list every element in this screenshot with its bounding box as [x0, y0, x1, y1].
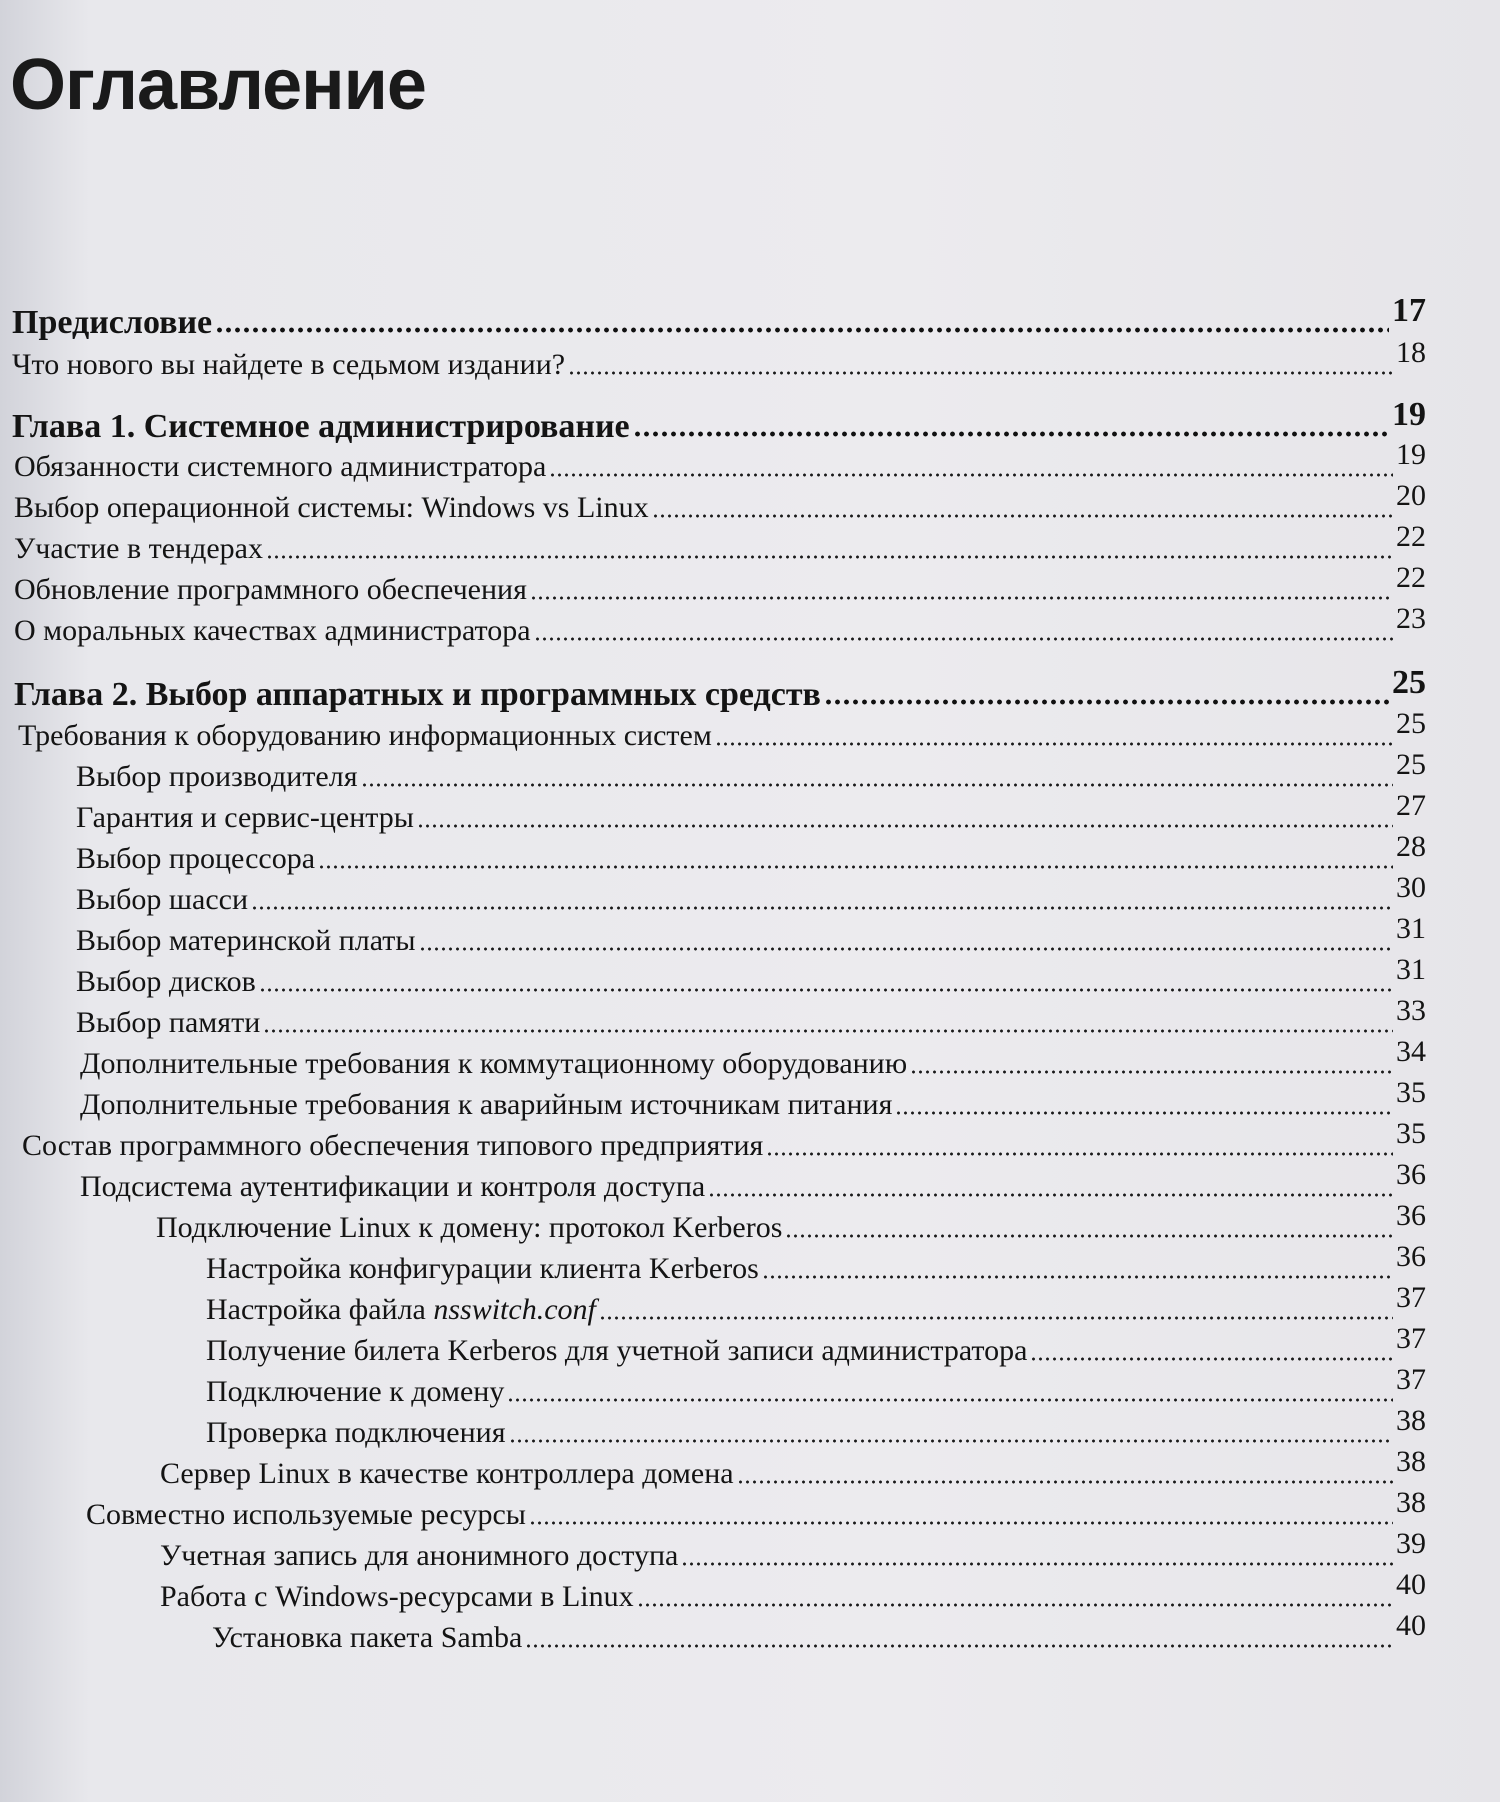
- toc-dot-leader: [549, 473, 1393, 477]
- toc-entry: [160, 1568, 1426, 1614]
- toc-entry-title-wrap: [80, 1170, 705, 1204]
- toc-entry-title: Сервер Linux в качестве контроллера домена: [160, 1457, 734, 1490]
- toc-entry-page: 27: [1396, 789, 1426, 822]
- toc-entry: [156, 1199, 1426, 1245]
- toc-dot-leader: [251, 906, 1393, 910]
- toc-entry-title-wrap: [12, 306, 212, 340]
- toc-entry-title-wrap: [76, 1006, 260, 1040]
- toc-entry-title: Выбор операционной системы: Windows vs Linux: [14, 491, 649, 524]
- toc-entry-title-wrap: [156, 1211, 782, 1245]
- toc-entry: [12, 396, 1426, 445]
- toc-entry-page: 38: [1396, 1404, 1426, 1437]
- toc-entry-title: Выбор памяти: [76, 1006, 261, 1039]
- toc-entry: [12, 336, 1426, 382]
- toc-entry-title: Подключение к домену: [206, 1375, 505, 1408]
- toc-entry-title-wrap: [206, 1416, 506, 1450]
- toc-entry-page: 35: [1396, 1076, 1426, 1109]
- toc-entry: [14, 479, 1426, 525]
- toc-dot-leader: [361, 783, 1394, 787]
- toc-entry-title: Установка пакета Samba: [212, 1621, 523, 1654]
- toc-entry-title-italic: nsswitch.conf: [433, 1293, 596, 1326]
- toc-dot-leader: [633, 431, 1389, 437]
- toc-entry-page: 18: [1396, 336, 1426, 369]
- toc-entry: [14, 520, 1426, 566]
- toc-dot-leader: [599, 1316, 1393, 1320]
- toc-entry-title-wrap: [76, 801, 414, 835]
- toc-entry-title-wrap: [86, 1498, 526, 1532]
- toc-entry-title-wrap: [76, 883, 248, 917]
- toc-dot-leader: [534, 637, 1393, 641]
- toc-entry-title-wrap: [206, 1293, 596, 1327]
- toc-entry-title-wrap: [14, 573, 527, 607]
- toc-dot-leader: [419, 947, 1393, 951]
- toc-entry-page: 37: [1396, 1322, 1426, 1355]
- toc-entry: [80, 1035, 1426, 1081]
- toc-entry: [14, 664, 1426, 713]
- toc-entry-page: 25: [1392, 664, 1426, 701]
- toc-entry: [14, 438, 1426, 484]
- toc-entry-title-wrap: [14, 678, 821, 712]
- toc-entry-title: Подсистема аутентификации и контроля доступа: [80, 1170, 706, 1203]
- toc-entry-page: 23: [1396, 602, 1426, 635]
- toc-entry-title-wrap: [14, 532, 263, 566]
- toc-dot-leader: [737, 1480, 1393, 1484]
- toc-dot-leader: [681, 1562, 1393, 1566]
- toc-dot-leader: [715, 742, 1393, 746]
- toc-entry: [206, 1281, 1426, 1327]
- toc-entry-title-wrap: [22, 1129, 763, 1163]
- toc-entry-title: Учетная запись для анонимного доступа: [160, 1539, 679, 1572]
- page-title: Оглавление: [10, 45, 426, 125]
- toc-entry-title: Настройка файла: [206, 1293, 434, 1326]
- toc-dot-leader: [266, 555, 1393, 559]
- toc-entry: [76, 871, 1426, 917]
- toc-dot-leader: [529, 1521, 1393, 1525]
- toc-entry: [14, 602, 1426, 648]
- toc-entry: [206, 1404, 1426, 1450]
- toc-entry-page: 19: [1396, 438, 1426, 471]
- toc-entry-title: Выбор шасси: [76, 883, 249, 916]
- toc-entry-page: 31: [1396, 912, 1426, 945]
- toc-dot-leader: [895, 1111, 1393, 1115]
- toc-entry-page: 40: [1396, 1609, 1426, 1642]
- toc-entry-title-wrap: [160, 1539, 678, 1573]
- toc-entry-page: 19: [1392, 396, 1426, 433]
- toc-entry-title-wrap: [80, 1088, 892, 1122]
- toc-entry-title: Гарантия и сервис-центры: [76, 801, 414, 834]
- toc-entry-title: Глава 2. Выбор аппаратных и программных средств: [14, 676, 821, 713]
- toc-entry-title-wrap: [76, 842, 315, 876]
- toc-entry-title: Глава 1. Системное администрирование: [12, 408, 630, 445]
- toc-dot-leader: [507, 1398, 1393, 1402]
- toc-dot-leader: [509, 1439, 1394, 1443]
- toc-entry: [206, 1363, 1426, 1409]
- toc-entry: [18, 707, 1426, 753]
- toc-entry: [206, 1240, 1426, 1286]
- toc-entry: [80, 1076, 1426, 1122]
- toc-entry-page: 36: [1396, 1240, 1426, 1273]
- toc-entry-page: 22: [1396, 520, 1426, 553]
- toc-dot-leader: [762, 1275, 1393, 1279]
- toc-dot-leader: [652, 514, 1393, 518]
- toc-entry: [160, 1445, 1426, 1491]
- toc-entry-page: 39: [1396, 1527, 1426, 1560]
- toc-dot-leader: [263, 1029, 1393, 1033]
- toc-dot-leader: [1030, 1357, 1393, 1361]
- toc-entry: [14, 561, 1426, 607]
- toc-entry-page: 35: [1396, 1117, 1426, 1150]
- toc-dot-leader: [824, 699, 1389, 705]
- toc-dot-leader: [259, 988, 1393, 992]
- toc-entry-title: Дополнительные требования к аварийным источникам питания: [80, 1088, 893, 1121]
- toc-entry-title-wrap: [12, 348, 565, 382]
- toc-entry: [76, 789, 1426, 835]
- toc-entry-title: Обновление программного обеспечения: [14, 573, 527, 606]
- toc-entry-title: Выбор дисков: [76, 965, 256, 998]
- toc-entry: [76, 748, 1426, 794]
- toc-entry-title-wrap: [14, 450, 546, 484]
- toc-entry-page: 22: [1396, 561, 1426, 594]
- toc-entry-title: Выбор материнской платы: [76, 924, 416, 957]
- toc-entry-title: Подключение Linux к домену: протокол Kerberos: [156, 1211, 783, 1244]
- toc-entry-title-wrap: [160, 1457, 734, 1491]
- toc-entry-title-wrap: [206, 1252, 759, 1286]
- toc-entry-title: Выбор производителя: [76, 760, 358, 793]
- toc-entry-page: 37: [1396, 1281, 1426, 1314]
- toc-entry-title-wrap: [14, 491, 649, 525]
- toc-entry-title-wrap: [18, 719, 712, 753]
- toc-entry-title: Совместно используемые ресурсы: [86, 1498, 526, 1531]
- toc-entry-page: 40: [1396, 1568, 1426, 1601]
- toc-entry-page: 34: [1396, 1035, 1426, 1068]
- toc-entry-page: 31: [1396, 953, 1426, 986]
- toc-entry-title: Выбор процессора: [76, 842, 316, 875]
- toc-dot-leader: [568, 371, 1393, 375]
- toc-entry-page: 36: [1396, 1199, 1426, 1232]
- toc-dot-leader: [525, 1644, 1393, 1648]
- toc-entry-title: Обязанности системного администратора: [14, 450, 547, 483]
- toc-dot-leader: [766, 1152, 1393, 1156]
- toc-entry: [80, 1158, 1426, 1204]
- toc-entry-page: 25: [1396, 748, 1426, 781]
- toc-entry-page: 36: [1396, 1158, 1426, 1191]
- toc-entry-page: 30: [1396, 871, 1426, 904]
- toc-entry: [76, 830, 1426, 876]
- toc-entry-page: 28: [1396, 830, 1426, 863]
- toc-dot-leader: [530, 596, 1393, 600]
- toc-entry-page: 25: [1396, 707, 1426, 740]
- toc-entry-page: 37: [1396, 1363, 1426, 1396]
- toc-dot-leader: [318, 865, 1393, 869]
- toc-entry-page: 38: [1396, 1445, 1426, 1478]
- toc-entry: [76, 912, 1426, 958]
- toc-dot-leader: [637, 1603, 1393, 1607]
- toc-entry-title-wrap: [76, 924, 416, 958]
- toc-entry-title-wrap: [12, 410, 630, 444]
- toc-dot-leader: [785, 1234, 1393, 1238]
- toc-entry-title: Работа с Windows-ресурсами в Linux: [160, 1580, 634, 1613]
- toc-entry-title-wrap: [160, 1580, 634, 1614]
- toc-entry-title-wrap: [212, 1621, 522, 1655]
- toc-entry-title: Участие в тендерах: [14, 532, 263, 565]
- toc-entry-page: 33: [1396, 994, 1426, 1027]
- toc-entry: [212, 1609, 1426, 1655]
- toc-entry-title: Получение билета Kerberos для учетной записи администратора: [206, 1334, 1028, 1367]
- toc-entry-title: Что нового вы найдете в седьмом издании?: [12, 348, 566, 381]
- toc-entry: [86, 1486, 1426, 1532]
- toc-entry-title-wrap: [206, 1334, 1027, 1368]
- toc-entry-title: Проверка подключения: [206, 1416, 506, 1449]
- toc-dot-leader: [417, 824, 1393, 828]
- toc-entry-title: Предисловие: [12, 304, 213, 341]
- toc-entry-title-wrap: [76, 760, 358, 794]
- toc-entry: [76, 953, 1426, 999]
- toc-entry: [76, 994, 1426, 1040]
- toc-entry: [22, 1117, 1426, 1163]
- toc-entry-title-wrap: [14, 614, 531, 648]
- toc-dot-leader: [708, 1193, 1393, 1197]
- toc-entry-title-wrap: [76, 965, 256, 999]
- toc-entry-page: 17: [1392, 292, 1426, 329]
- toc-entry-title: Состав программного обеспечения типового предприятия: [22, 1129, 764, 1162]
- toc-entry-page: 20: [1396, 479, 1426, 512]
- toc-entry-title: Настройка конфигурации клиента Kerberos: [206, 1252, 759, 1285]
- toc-dot-leader: [910, 1070, 1393, 1074]
- toc-dot-leader: [215, 327, 1389, 333]
- toc-entry-title: Дополнительные требования к коммутационному оборудованию: [80, 1047, 908, 1080]
- toc-entry: [206, 1322, 1426, 1368]
- toc-entry-title: О моральных качествах администратора: [14, 614, 531, 647]
- toc-entry: [160, 1527, 1426, 1573]
- toc-entry: [12, 292, 1426, 341]
- toc-entry-title-wrap: [80, 1047, 907, 1081]
- toc-entry-title-wrap: [206, 1375, 504, 1409]
- toc-entry-title: Требования к оборудованию информационных систем: [18, 719, 712, 752]
- toc-entry-page: 38: [1396, 1486, 1426, 1519]
